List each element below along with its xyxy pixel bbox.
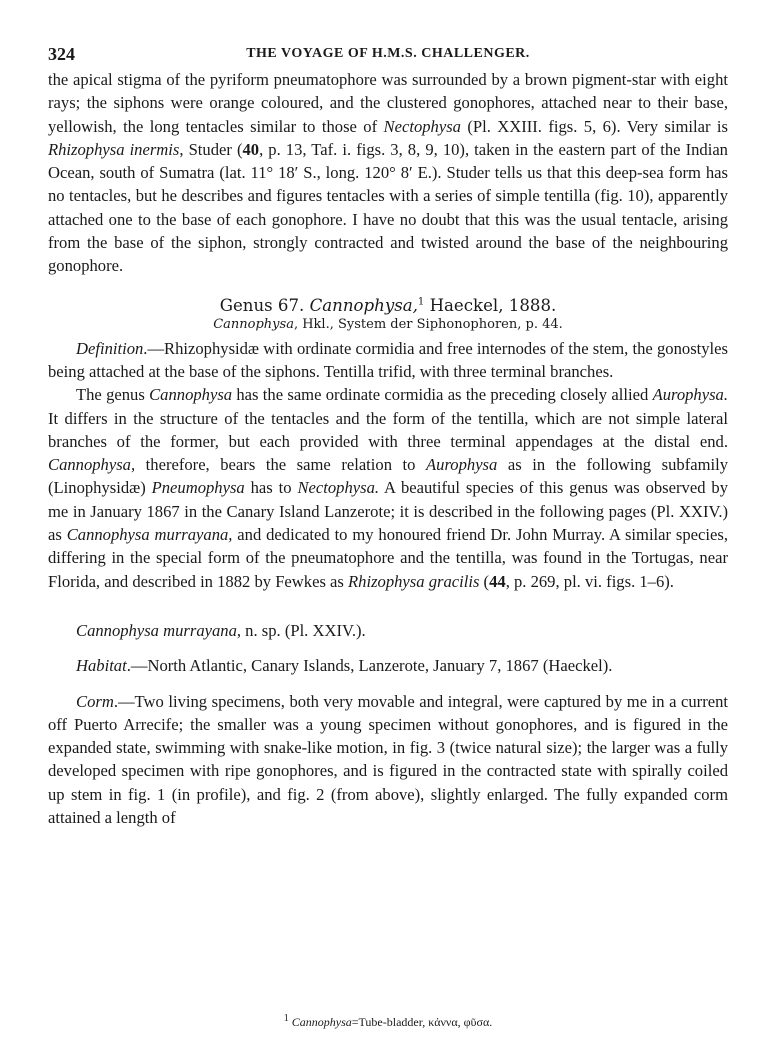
corm-paragraph: Corm.—Two living specimens, both very movable and integral, were captured by me in a current off Puerto Arrecife; the smaller was a young specimen without gonophores, and is figured in the expanded state, swimming with snake-like motion, in fig. 3 (twice natural size); the larger was a fully developed specimen with ripe gonophores, and is figured in the contracted state with spirally coiled up stem in fig. 1 (in profile), and fig. 2 (from above), slightly enlarged. The fully expanded corm attained a length of [48,691,728,828]
page-number: 324 [48,44,75,64]
habitat-label: Habitat [76,656,127,676]
intro-paragraph: the apical stigma of the pyriform pneumatophore was surrounded by a brown pigment-star with eight rays; the siphons were orange coloured, and the clustered gonophores, attached near to their base, yellowish, the long tentacles similar to those of Nectophysa (Pl. XXIII. figs. 5, 6). Very similar is Rhizophysa inermis, Studer (40, p. 13, Taf. i. figs. 3, 8, 9, 10), taken in the eastern part of the Indian Ocean, south of Sumatra (lat. 11° 18′ S., long. 120° 8′ E.). Studer tells us that this deep-sea form has no tentacles, but he describes and figures tentacles with a series of simple tentilla (fig. 10), apparently attached one to the base of each gonophore. I have no doubt that this was the usual tentacle, arising from the base of the siphon, strongly contracted and twisted around the base of the neighbouring gonophore. [48,70,728,276]
genus-heading: Genus 67. Cannophysa,$^1$ Haeckel, 1888. [219,295,557,315]
page [48,38,729,1029]
running-header [48,38,728,68]
genus-reference: Cannophysa, Hkl., System der Siphonophoren, p. 44. [213,316,563,332]
definition-label: Definition [76,338,144,358]
running-title: THE VOYAGE OF H.M.S. CHALLENGER. [246,46,530,61]
habitat-paragraph: Habitat.—North Atlantic, Canary Islands, Lanzerote, January 7, 1867 (Haeckel). [76,656,613,676]
corm-label: Corm [76,691,114,711]
definition-paragraph: Definition.—Rhizophysidæ with ordinate cormidia and free internodes of the stem, the gonostyles being attached at the base of the siphons. Tentilla trifid, with three terminal branches. [48,338,728,381]
footnote: $^1$ Cannophysa=Tube-bladder, κάννα, φῦσα. [283,1013,493,1029]
footnote-marker: 1 [417,296,425,308]
species-heading: Cannophysa murrayana, n. sp. (Pl. XXIV.). [76,620,366,640]
genus-description-paragraph: The genus Cannophysa has the same ordinate cormidia as the preceding closely allied Aurophysa. It differs in the structure of the tentacles and the form of the tentilla, which are not simple lateral branches of the former, but each provided with three terminal appendages at the distal end. Cannophysa, therefore, bears the same relation to Aurophysa as in the following subfamily (Linophysidæ) Pneumophysa has to Nectophysa. A beautiful species of this genus was observed by me in January 1867 in the Canary Island Lanzerote; it is described in the following pages (Pl. XXIV.) as Cannophysa murrayana, and dedicated to my honoured friend Dr. John Murray. A similar species, differing in the special form of the pneumatophore and the tentilla, was found in the Tortugas, near Florida, and described in 1882 by Fewkes as Rhizophysa gracilis (44, p. 269, pl. vi. figs. 1–6). [48,385,729,591]
